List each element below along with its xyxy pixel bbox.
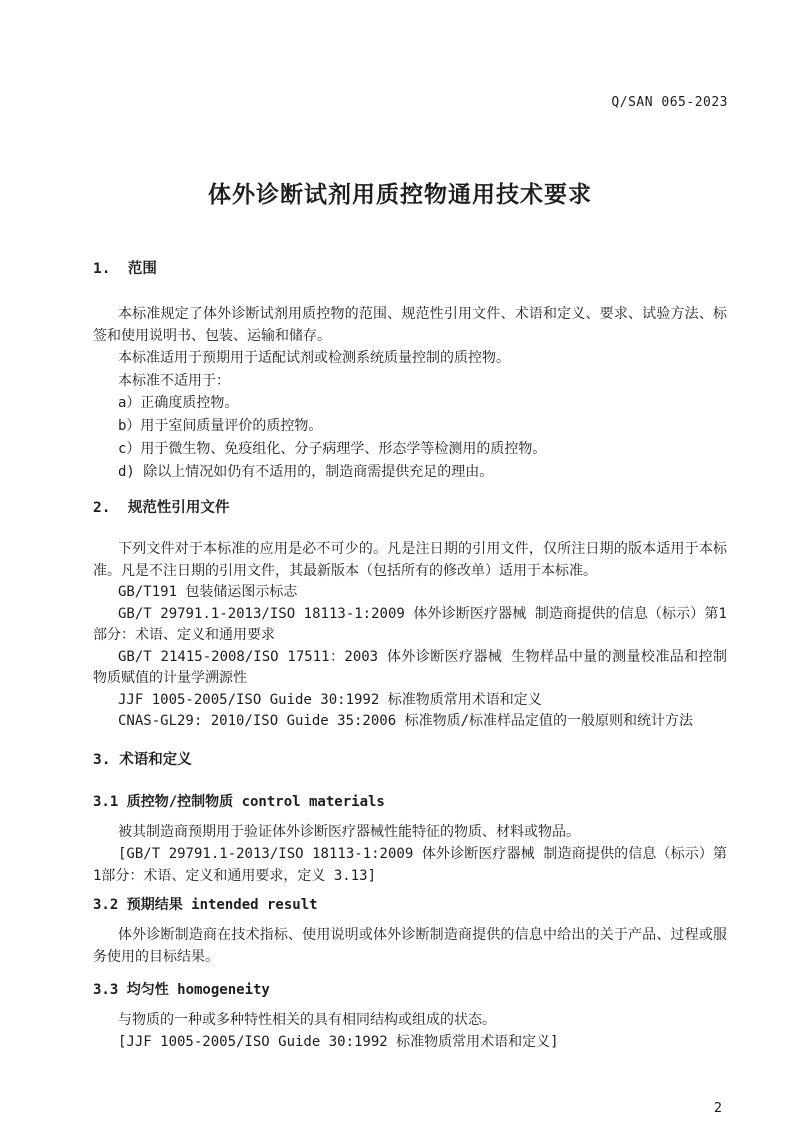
- term-3-2-heading: 3.2 预期结果 intended result: [93, 896, 318, 913]
- term-3-2-definition: 体外诊断制造商在技术指标、使用说明或体外诊断制造商提供的信息中给出的关于产品、过程或服务使用的目标结果。: [93, 926, 727, 965]
- section-1-paragraph-scope: 本标准规定了体外诊断试剂用质控物的范围、规范性引用文件、术语和定义、要求、试验方法、标签和使用说明书、包装、运输和储存。: [93, 306, 727, 344]
- list-item-c: c）用于微生物、免疫组化、分子病理学、形态学等检测用的质控物。: [118, 440, 547, 457]
- document-title: 体外诊断试剂用质控物通用技术要求: [208, 182, 592, 208]
- term-3-3-definition: 与物质的一种或多种特性相关的具有相同结构或组成的状态。: [118, 1011, 496, 1028]
- section-1-paragraph-applicability: 本标准适用于预期用于适配试剂或检测系统质量控制的质控物。: [118, 350, 510, 366]
- document-body: [0, 258, 800, 1053]
- doc-number: Q/SAN 065-2023: [611, 95, 728, 110]
- list-item-b: b）用于室间质量评价的质控物。: [118, 418, 323, 435]
- term-3-1-source: [GB/T 29791.1-2013/ISO 18113-1:2009 体外诊断医疗器械 制造商提供的信息（标示）第1部分：术语、定义和通用要求，定义 3.13]: [93, 845, 727, 884]
- term-3-3-source: [JJF 1005-2005/ISO Guide 30:1992 标准物质常用术语和定义]: [118, 1033, 559, 1050]
- reference-gbt191: GB/T191 包装储运图示标志: [118, 584, 298, 601]
- section-1-heading: 1. 范围: [93, 261, 157, 277]
- section-2-heading: 2. 规范性引用文件: [93, 500, 230, 517]
- reference-gbt21415: GB/T 21415-2008/ISO 17511：2003 体外诊断医疗器械 生物样品中量的测量校准品和控制物质赋值的计量学溯源性: [93, 648, 727, 687]
- term-3-1-definition: 被其制造商预期用于验证体外诊断医疗器械性能特征的物质、材料或物品。: [118, 823, 580, 840]
- reference-cnas-gl29: CNAS-GL29: 2010/ISO Guide 35:2006 标准物质/标准样品定值的一般原则和统计方法: [118, 713, 694, 730]
- page-number: 2: [713, 1100, 722, 1116]
- section-2-paragraph-intro: 下列文件对于本标准的应用是必不可少的。凡是注日期的引用文件，仅所注日期的版本适用于本标准。凡是不注日期的引用文件，其最新版本（包括所有的修改单）适用于本标准。: [93, 541, 727, 580]
- term-3-1-heading: 3.1 质控物/控制物质 control materials: [93, 793, 385, 810]
- section-1-paragraph-exclusions-lead: 本标准不适用于：: [118, 372, 230, 389]
- list-item-a: a）正确度质控物。: [118, 395, 239, 412]
- term-3-3-heading: 3.3 均匀性 homogeneity: [93, 981, 270, 998]
- reference-gbt29791: GB/T 29791.1-2013/ISO 18113-1:2009 体外诊断医疗器械 制造商提供的信息（标示）第1部分：术语、定义和通用要求: [93, 605, 727, 644]
- section-3-heading: 3. 术语和定义: [93, 751, 192, 768]
- reference-jjf1005: JJF 1005-2005/ISO Guide 30:1992 标准物质常用术语和定义: [118, 691, 542, 708]
- list-item-d: d) 除以上情况如仍有不适用的，制造商需提供充足的理由。: [118, 463, 494, 480]
